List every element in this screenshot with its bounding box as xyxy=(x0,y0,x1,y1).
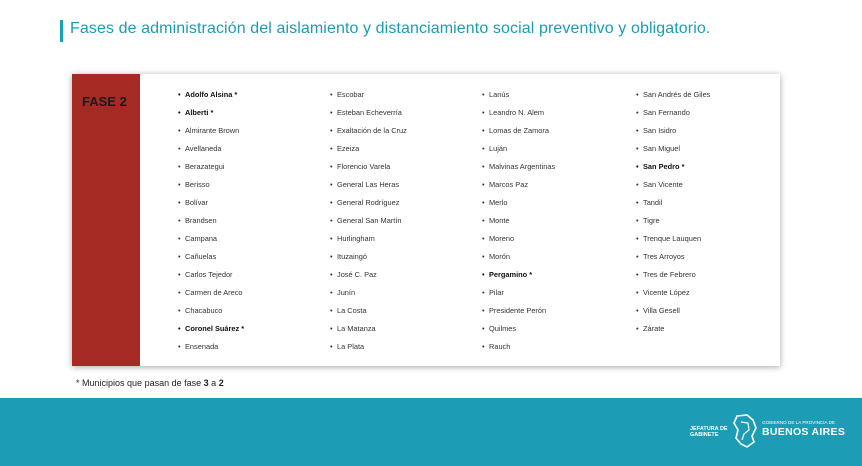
municipality-name: Esteban Echeverría xyxy=(337,108,402,117)
municipality-name: Tigre xyxy=(643,216,660,225)
bullet-icon: • xyxy=(482,162,485,171)
bullet-icon: • xyxy=(330,252,333,261)
municipality-name: Ituzaingó xyxy=(337,252,367,261)
bullet-icon: • xyxy=(178,162,181,171)
bullet-icon: • xyxy=(636,90,639,99)
bullet-icon: • xyxy=(330,216,333,225)
bullet-icon: • xyxy=(330,324,333,333)
municipality-item xyxy=(482,338,555,356)
province-logo-line1: GOBIERNO DE LA PROVINCIA DE xyxy=(762,420,836,425)
bullet-icon: • xyxy=(482,234,485,243)
bullet-icon: • xyxy=(178,324,181,333)
municipality-name: Vicente López xyxy=(643,288,690,297)
bullet-icon: • xyxy=(178,216,181,225)
phase-label: FASE 2 xyxy=(82,94,127,109)
footer-band xyxy=(0,398,862,466)
bullet-icon: • xyxy=(330,144,333,153)
municipality-name: Marcos Paz xyxy=(489,180,529,189)
municipality-item xyxy=(330,86,407,104)
bullet-icon: • xyxy=(330,198,333,207)
municipality-item xyxy=(636,266,710,284)
municipality-name: Hurlingham xyxy=(337,234,375,243)
bullet-icon: • xyxy=(178,198,181,207)
municipality-name: San Fernando xyxy=(643,108,690,117)
municipality-name: La Costa xyxy=(337,306,367,315)
municipality-item xyxy=(482,194,555,212)
bullet-icon: • xyxy=(482,126,485,135)
bullet-icon: • xyxy=(178,90,181,99)
municipality-name: Coronel Suárez * xyxy=(185,324,245,333)
municipality-item xyxy=(482,176,555,194)
municipality-name: Luján xyxy=(489,144,508,153)
bullet-icon: • xyxy=(330,108,333,117)
municipality-item xyxy=(330,194,407,212)
jefatura-logo-line1: JEFATURA DE xyxy=(690,426,728,432)
bullet-icon: • xyxy=(178,180,181,189)
municipality-name: Leandro N. Alem xyxy=(489,108,545,117)
bullet-icon: • xyxy=(636,234,639,243)
municipality-item xyxy=(178,248,244,266)
bullet-icon: • xyxy=(178,288,181,297)
municipality-name: Presidente Perón xyxy=(489,306,547,315)
bullet-icon: • xyxy=(482,198,485,207)
municipality-name: Ezeiza xyxy=(337,144,360,153)
jefatura-logo xyxy=(690,426,730,438)
footnote xyxy=(76,378,224,388)
bullet-icon: • xyxy=(178,342,181,351)
municipality-item xyxy=(636,212,710,230)
municipality-name: Berazategui xyxy=(185,162,225,171)
bullet-icon: • xyxy=(636,324,639,333)
municipality-item xyxy=(636,140,710,158)
municipality-name: Exaltación de la Cruz xyxy=(337,126,407,135)
municipality-name: Brandsen xyxy=(185,216,217,225)
municipality-item xyxy=(482,302,555,320)
bullet-icon: • xyxy=(178,108,181,117)
bullet-icon: • xyxy=(636,270,639,279)
municipality-name: Tres Arroyos xyxy=(643,252,685,261)
municipality-name: Moreno xyxy=(489,234,515,243)
bullet-icon: • xyxy=(482,180,485,189)
municipality-name: Tres de Febrero xyxy=(643,270,696,279)
municipality-name: Almirante Brown xyxy=(185,126,240,135)
bullet-icon: • xyxy=(330,180,333,189)
municipality-name: Morón xyxy=(489,252,510,261)
municipality-item xyxy=(482,122,555,140)
bullet-icon: • xyxy=(636,180,639,189)
municipality-item xyxy=(636,248,710,266)
municipality-item xyxy=(636,320,710,338)
municipality-item xyxy=(330,140,407,158)
municipality-name: La Plata xyxy=(337,342,365,351)
bullet-icon: • xyxy=(636,306,639,315)
municipality-item xyxy=(636,302,710,320)
bullet-icon: • xyxy=(330,126,333,135)
municipality-column-4 xyxy=(636,86,710,338)
municipality-item xyxy=(636,284,710,302)
municipality-name: Cañuelas xyxy=(185,252,217,261)
municipality-name: Carmen de Areco xyxy=(185,288,243,297)
municipality-name: Florencio Varela xyxy=(337,162,391,171)
province-logo-line2: BUENOS AIRES xyxy=(762,425,846,438)
bullet-icon: • xyxy=(178,234,181,243)
bullet-icon: • xyxy=(178,306,181,315)
bullet-icon: • xyxy=(482,252,485,261)
municipality-item xyxy=(636,86,710,104)
bullet-icon: • xyxy=(482,144,485,153)
municipality-column-1 xyxy=(178,86,244,356)
municipality-item xyxy=(178,86,244,104)
bullet-icon: • xyxy=(178,144,181,153)
municipality-name: Campana xyxy=(185,234,218,243)
province-map-icon xyxy=(733,414,757,448)
municipality-name: General Las Heras xyxy=(337,180,400,189)
municipality-item xyxy=(330,212,407,230)
municipality-item xyxy=(178,302,244,320)
municipality-name: Malvinas Argentinas xyxy=(489,162,556,171)
title-accent-bar xyxy=(60,20,63,42)
bullet-icon: • xyxy=(482,288,485,297)
municipality-name: Bolívar xyxy=(185,198,209,207)
province-logo xyxy=(762,420,845,438)
municipality-name: Pergamino * xyxy=(489,270,533,279)
municipality-item xyxy=(482,140,555,158)
municipality-item xyxy=(636,230,710,248)
municipality-name: Carlos Tejedor xyxy=(185,270,233,279)
municipality-name: Avellaneda xyxy=(185,144,222,153)
footnote-star: * xyxy=(76,378,80,388)
municipality-item xyxy=(178,122,244,140)
municipality-name: Adolfo Alsina * xyxy=(185,90,238,99)
municipality-name: Merlo xyxy=(489,198,508,207)
municipality-name: General San Martín xyxy=(337,216,402,225)
bullet-icon: • xyxy=(482,108,485,117)
municipality-item xyxy=(636,104,710,122)
bullet-icon: • xyxy=(636,216,639,225)
municipality-item xyxy=(178,140,244,158)
municipality-name: Rauch xyxy=(489,342,511,351)
municipality-item xyxy=(178,176,244,194)
bullet-icon: • xyxy=(482,216,485,225)
municipality-name: Trenque Lauquen xyxy=(643,234,702,243)
municipality-item xyxy=(178,320,244,338)
bullet-icon: • xyxy=(636,252,639,261)
bullet-icon: • xyxy=(330,234,333,243)
municipality-item xyxy=(482,86,555,104)
municipality-name: Ensenada xyxy=(185,342,219,351)
bullet-icon: • xyxy=(482,342,485,351)
municipality-item xyxy=(178,212,244,230)
municipality-item xyxy=(330,248,407,266)
municipality-item xyxy=(482,104,555,122)
municipality-name: Monte xyxy=(489,216,510,225)
municipality-name: San Pedro * xyxy=(643,162,685,171)
municipality-item xyxy=(330,284,407,302)
municipality-item xyxy=(330,176,407,194)
municipality-item xyxy=(330,230,407,248)
municipality-item xyxy=(482,230,555,248)
municipality-item xyxy=(330,266,407,284)
bullet-icon: • xyxy=(482,90,485,99)
municipality-name: Tandil xyxy=(643,198,663,207)
bullet-icon: • xyxy=(330,162,333,171)
municipality-name: Alberti * xyxy=(185,108,214,117)
municipality-item xyxy=(330,338,407,356)
municipality-item xyxy=(636,158,710,176)
jefatura-logo-line2: GABINETE xyxy=(690,432,719,438)
municipality-item xyxy=(482,158,555,176)
municipality-item xyxy=(178,284,244,302)
bullet-icon: • xyxy=(636,144,639,153)
municipality-name: Escobar xyxy=(337,90,365,99)
municipality-item xyxy=(636,194,710,212)
municipality-column-2 xyxy=(330,86,407,356)
municipality-name: Lanús xyxy=(489,90,510,99)
bullet-icon: • xyxy=(178,270,181,279)
phase-panel xyxy=(72,74,780,366)
municipality-item xyxy=(482,284,555,302)
bullet-icon: • xyxy=(636,288,639,297)
municipality-item xyxy=(330,320,407,338)
footnote-to: 2 xyxy=(218,378,224,388)
bullet-icon: • xyxy=(178,252,181,261)
municipality-item xyxy=(178,230,244,248)
bullet-icon: • xyxy=(482,324,485,333)
municipality-name: San Miguel xyxy=(643,144,680,153)
bullet-icon: • xyxy=(636,108,639,117)
municipality-name: Quilmes xyxy=(489,324,517,333)
municipality-item xyxy=(330,302,407,320)
municipality-name: José C. Paz xyxy=(337,270,377,279)
municipality-item xyxy=(178,338,244,356)
municipality-name: Berisso xyxy=(185,180,210,189)
municipality-item xyxy=(178,266,244,284)
municipality-item xyxy=(330,104,407,122)
footnote-text: Municipios que pasan de fase xyxy=(82,378,202,388)
municipality-name: San Vicente xyxy=(643,180,683,189)
municipality-name: Junín xyxy=(337,288,356,297)
municipality-name: General Rodríguez xyxy=(337,198,400,207)
municipality-item xyxy=(178,104,244,122)
bullet-icon: • xyxy=(330,342,333,351)
footnote-connector: a xyxy=(211,378,217,388)
bullet-icon: • xyxy=(636,162,639,171)
municipality-item xyxy=(636,176,710,194)
bullet-icon: • xyxy=(636,198,639,207)
municipality-item xyxy=(178,158,244,176)
municipality-name: La Matanza xyxy=(337,324,376,333)
municipality-name: San Andrés de Giles xyxy=(643,90,711,99)
municipality-name: San Isidro xyxy=(643,126,677,135)
bullet-icon: • xyxy=(178,126,181,135)
footnote-from: 3 xyxy=(203,378,209,388)
municipality-item xyxy=(330,122,407,140)
page-title: Fases de administración del aislamiento y distanciamiento social preventivo y obligatorio. xyxy=(70,20,711,37)
bullet-icon: • xyxy=(636,126,639,135)
bullet-icon: • xyxy=(482,270,485,279)
municipality-item xyxy=(636,122,710,140)
municipality-item xyxy=(482,266,555,284)
municipality-item xyxy=(482,320,555,338)
municipality-item xyxy=(178,194,244,212)
municipality-item xyxy=(482,248,555,266)
bullet-icon: • xyxy=(330,306,333,315)
municipality-item xyxy=(330,158,407,176)
municipality-name: Zárate xyxy=(643,324,665,333)
bullet-icon: • xyxy=(330,90,333,99)
municipality-name: Lomas de Zamora xyxy=(489,126,549,135)
bullet-icon: • xyxy=(330,288,333,297)
municipality-name: Chacabuco xyxy=(185,306,223,315)
municipality-name: Pilar xyxy=(489,288,504,297)
municipality-name: Villa Gesell xyxy=(643,306,680,315)
phase-band xyxy=(72,74,140,366)
municipality-item xyxy=(482,212,555,230)
municipality-column-3 xyxy=(482,86,555,356)
bullet-icon: • xyxy=(330,270,333,279)
bullet-icon: • xyxy=(482,306,485,315)
